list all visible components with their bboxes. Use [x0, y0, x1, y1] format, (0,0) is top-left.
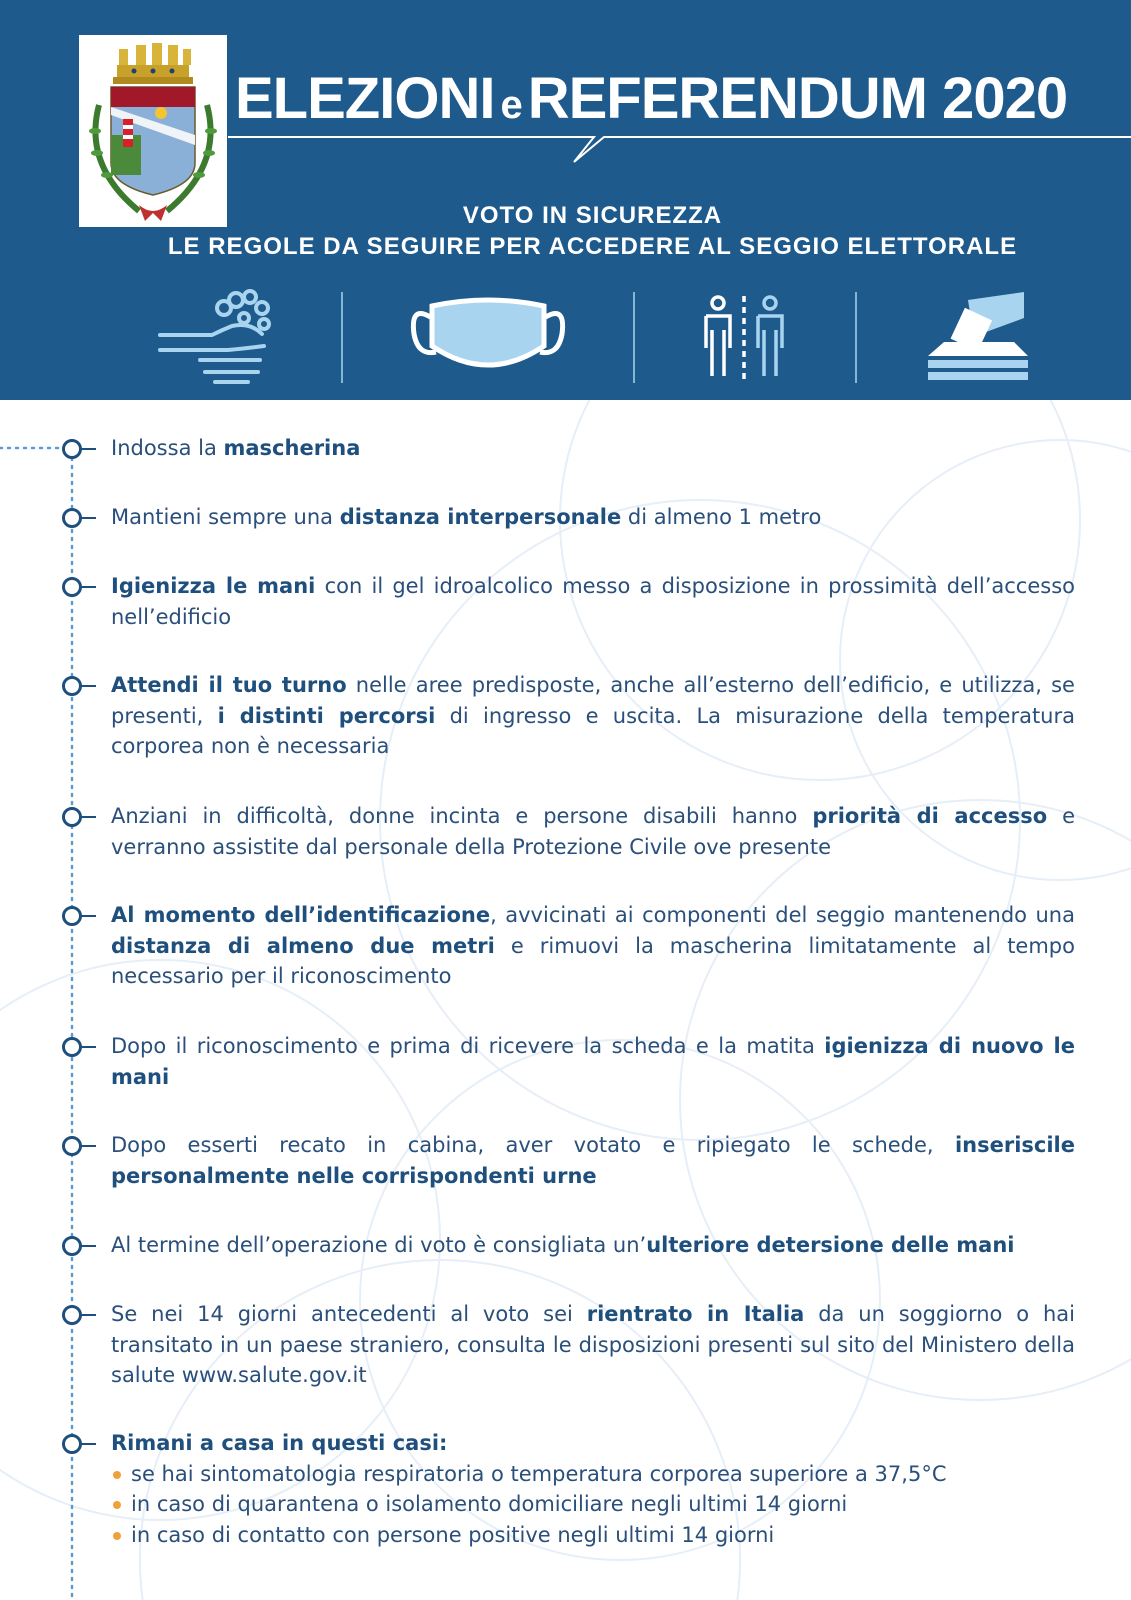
face-mask-icon	[413, 300, 562, 365]
rule-text: Mantieni sempre una	[111, 505, 340, 529]
rule-emphasis: priorità di accesso	[812, 804, 1048, 828]
rule-emphasis: Al momento dell’identificazione	[111, 903, 491, 927]
rule-item	[111, 670, 1075, 762]
rule-emphasis: Igienizza le mani	[111, 574, 316, 598]
rule-text: Anziani in difficoltà, donne incinta e persone disabili hanno	[111, 804, 813, 828]
rule-item	[111, 1230, 1075, 1261]
stay-home-section	[111, 1428, 1075, 1550]
page-title: ELEZIONI e REFERENDUM 2020	[235, 66, 1068, 131]
rule-item	[111, 1299, 1075, 1391]
stay-home-title: Rimani a casa in questi casi:	[111, 1431, 448, 1455]
rule-emphasis: Attendi il tuo turno	[111, 673, 347, 697]
rule-text: da un soggiorno o hai transitato in un paese straniero, consulta le disposizioni presenti sul sito del Ministero della salute www.salute.gov.it	[111, 1302, 1076, 1387]
hand-wash-icon	[160, 291, 269, 382]
rule-text: Dopo il riconoscimento e prima di ricevere la scheda e la matita	[111, 1034, 825, 1058]
rule-emphasis: i distinti percorsi	[217, 703, 436, 728]
rule-item	[111, 900, 1075, 992]
list-item: in caso di quarantena o isolamento domiciliare negli ultimi 14 giorni	[111, 1489, 1075, 1520]
rule-item	[111, 801, 1075, 862]
rule-text: Se nei 14 giorni antecedenti al voto sei	[111, 1302, 587, 1326]
pictogram-row	[0, 0, 1131, 400]
rule-item	[111, 571, 1075, 632]
header-banner	[0, 0, 1131, 400]
rule-text: Dopo esserti recato in cabina, aver votato e ripiegato le schede,	[111, 1133, 955, 1157]
rule-text: con il gel idroalcolico messo a disposizione in prossimità dell’accesso nell’edificio	[111, 574, 1075, 629]
rule-emphasis: inseriscile personalmente nelle corrispondenti urne	[111, 1133, 1075, 1188]
rule-emphasis: ulteriore detersione delle mani	[646, 1233, 1015, 1257]
subtitle-voto-sicurezza: VOTO IN SICUREZZA	[462, 202, 723, 229]
rule-item	[111, 502, 1075, 533]
bullet-icon	[113, 1501, 121, 1509]
timeline	[0, 0, 120, 1600]
rule-text: e verranno assistite dal personale della Protezione Civile ove presente	[111, 804, 1075, 859]
social-distance-icon	[706, 296, 782, 380]
rule-text: e rimuovi la mascherina limitatamente al tempo necessario per il riconoscimento	[111, 933, 1075, 988]
rule-text: Indossa la	[111, 436, 224, 460]
bullet-icon	[113, 1471, 121, 1479]
ballot-box-icon	[928, 292, 1028, 380]
list-item: se hai sintomatologia respiratoria o temperatura corporea superiore a 37,5°C	[111, 1459, 1075, 1490]
rule-text: , avvicinati ai componenti del seggio mantenendo una	[490, 903, 1075, 927]
list-item: in caso di contatto con persone positive negli ultimi 14 giorni	[111, 1520, 1075, 1551]
rule-text: Al termine dell’operazione di voto è consigliata un’	[111, 1233, 647, 1257]
subtitle-regole: LE REGOLE DA SEGUIRE PER ACCEDERE AL SEGGIO ELETTORALE	[167, 233, 1018, 260]
rule-emphasis: distanza di almeno due metri	[111, 933, 495, 958]
rule-emphasis: distanza interpersonale	[339, 505, 622, 529]
rule-text: di almeno 1 metro	[621, 505, 822, 529]
rule-emphasis: mascherina	[223, 436, 361, 460]
rule-emphasis: igienizza di nuovo le mani	[111, 1034, 1076, 1089]
stay-home-list	[111, 1459, 1075, 1551]
bullet-icon	[113, 1532, 121, 1540]
rule-text: nelle aree predisposte, anche all’esterno dell’edificio, e utilizza, se presenti,	[111, 673, 1075, 728]
rule-item	[111, 433, 1075, 464]
rule-text: di ingresso e uscita. La misurazione della temperatura corporea non è necessaria	[111, 703, 1075, 758]
rule-item	[111, 1031, 1075, 1092]
rule-emphasis: rientrato in Italia	[586, 1302, 805, 1326]
rule-item	[111, 1130, 1075, 1191]
